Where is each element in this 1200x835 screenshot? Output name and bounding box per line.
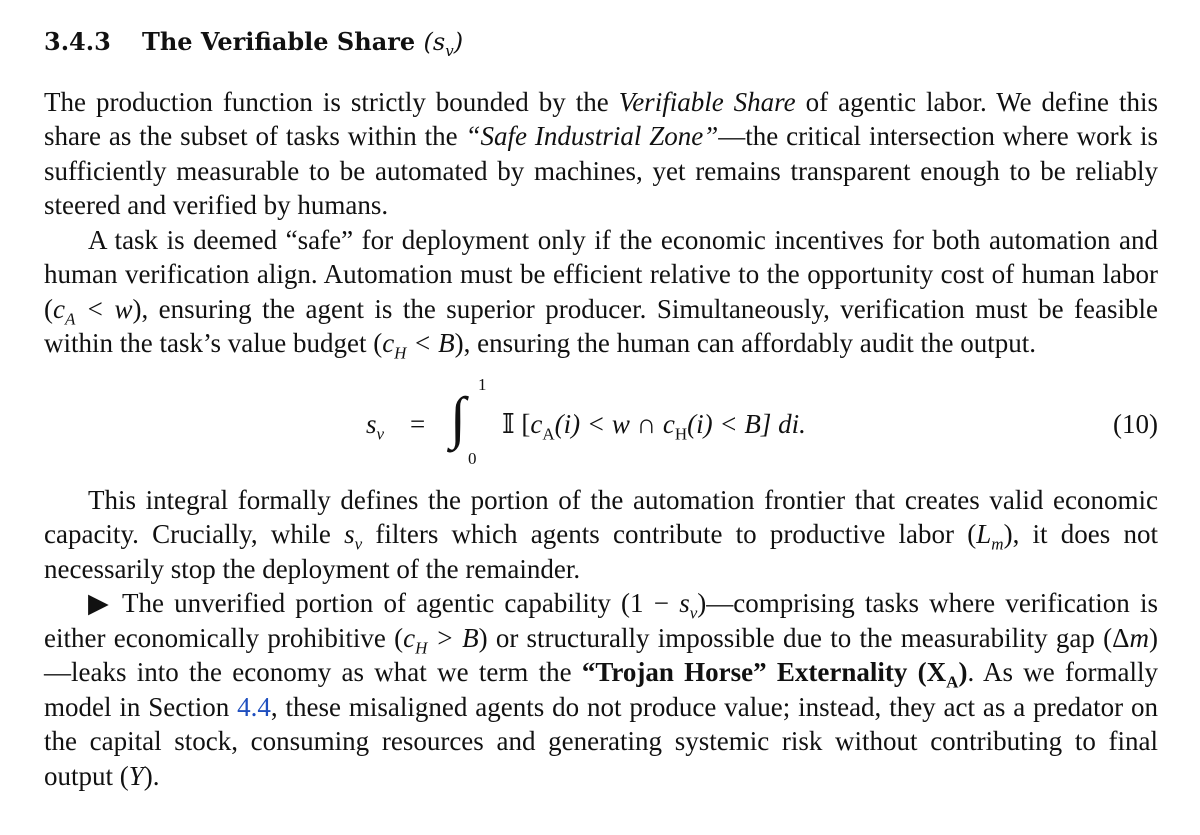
paragraph-trojan-horse: ▶ The unverified portion of agentic capability $(1 - s_v)—comprising$ tasks where verification is either economically prohibitive $(c_H > B)$ or structurally impossible due to the measurability gap (Δm)—leaks into the economy as what we term the “Trojan Horse” Externality $(X_A)$. As we formally model in Section 4.4, these misaligned agents do not produce value; instead, they act as a predator on the capital stock, consuming resources and generating systemic risk without contributing to final output (Y). — [44, 588, 1159, 791]
integral-upper-limit: 1 — [478, 374, 487, 394]
equation-lhs: $s_v$ — [366, 408, 385, 444]
term-safe-industrial-zone: “Safe Industrial Zone” — [465, 121, 719, 152]
paragraph-verifiable-share-definition: The production function is strictly bounded by the Verifiable Share of agentic labor. We define this share as the subset of tasks within the “Safe Industrial Zone”—the critical intersection where work is sufficiently measurable to be automated by machines, yet remains transparent enough to be reliably steered and verified by humans. — [44, 86, 1158, 221]
integral-sign: ∫ — [450, 384, 466, 450]
math-lm: $L_m$ — [976, 519, 1004, 554]
math-sv-2: $s_v$ — [679, 588, 698, 623]
math-sv: $s_v$ — [344, 519, 363, 554]
math-ch-greater-b: $c_H > B$ — [403, 622, 479, 658]
integral-lower-limit: 0 — [468, 448, 477, 468]
paper-page — [44, 22, 1158, 793]
equation-equals: = — [410, 408, 426, 439]
math-ca-less-w: $c_A < w$ — [53, 293, 133, 329]
equation-number: (10) — [1113, 408, 1158, 439]
term-trojan-horse-externality: “Trojan Horse” Externality $(X_A)$ — [581, 657, 968, 692]
equation-integrand: 𝕀 [$c_A(i) < w$ ∩ $c_H(i) < B$] di. — [502, 408, 806, 444]
section-link-4-4[interactable]: 4.4 — [237, 691, 271, 722]
equation-10 — [44, 371, 1158, 483]
section-title: The Verifiable Share — [142, 27, 416, 56]
bullet-triangle-icon: ▶ — [88, 588, 113, 619]
section-heading — [44, 22, 1158, 71]
term-verifiable-share: Verifiable Share — [618, 86, 796, 117]
paragraph-integral-interpretation: This integral formally defines the portion of the automation frontier that creates valid economic capacity. Crucially, while $s_v$ filters which agents contribute to productive labor $(L_m)$, it does not necessarily stop the deployment of the remainder. — [44, 484, 1158, 584]
paragraph-safe-task-condition: A task is deemed “safe” for deployment only if the economic incentives for both automation and human verification align. Automation must be efficient relative to the opportunity cost of human labor $(c_A < w)$, ensuring the agent is the superior producer. Simultaneously, verification must be feasible within the task’s value budget $(c_H < B)$, ensuring the human can affordably audit the output. — [44, 224, 1158, 363]
math-ch-less-b: $c_H < B$ — [382, 328, 455, 363]
math-delta-m: m — [1129, 622, 1149, 653]
section-number: 3.4.3 — [44, 27, 111, 56]
math-y: Y — [128, 760, 144, 791]
section-symbol: $(s_v)$ — [423, 28, 464, 60]
